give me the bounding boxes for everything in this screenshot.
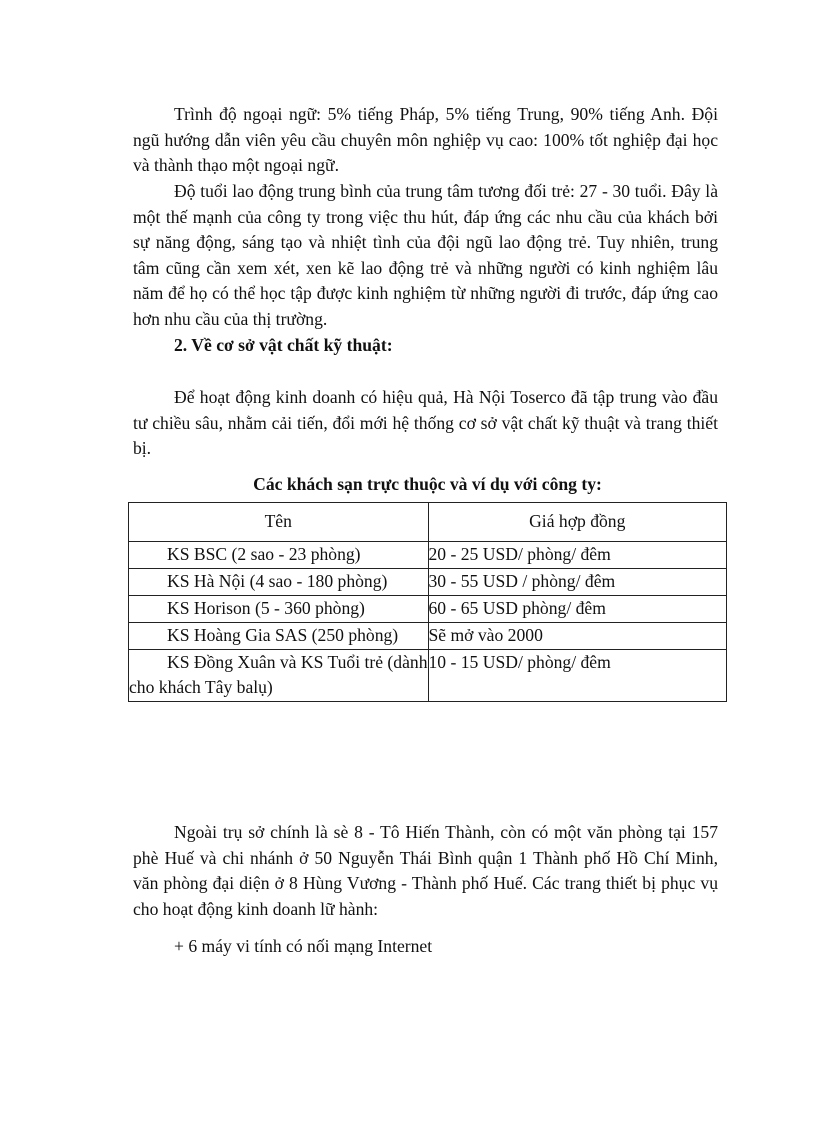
paragraph-languages: Trình độ ngoại ngữ: 5% tiếng Pháp, 5% tiếng Trung, 90% tiếng Anh. Đội ngũ hướng dẫn viên yêu cầu chuyên môn nghiệp vụ cao: 100% tốt nghiệp đại học và thành thạo một ngoại ngữ.	[133, 104, 718, 176]
table-row	[129, 623, 727, 650]
hotel-name-cell: KS Đồng Xuân và KS Tuổi trẻ (dành cho khách Tây balụ)	[129, 649, 429, 701]
hotel-name-cell: KS Hoàng Gia SAS (250 phòng)	[129, 623, 429, 650]
hotel-price-cell: Sẽ mở vào 2000	[428, 623, 727, 650]
paragraph-age: Độ tuổi lao động trung bình của trung tâm tương đối trẻ: 27 - 30 tuổi. Đây là một thế mạnh của công ty trong việc thu hút, đáp ứng các nhu cầu của khách bởi sự năng động, sáng tạo và nhiệt tình của đội ngũ lao động trẻ. Tuy nhiên, trung tâm cũng cần xem xét, xen kẽ lao động trẻ và những người có kinh nghiệm lâu năm để họ có thể học tập được kinh nghiệm từ những người đi trước, đáp ứng cao hơn nhu cầu của thị trường.	[133, 181, 718, 329]
paragraph-facilities-intro: Để hoạt động kinh doanh có hiệu quả, Hà Nội Toserco đã tập trung vào đầu tư chiều sâu, nhằm cải tiến, đổi mới hệ thống cơ sở vật chất kỹ thuật và trang thiết bị.	[133, 387, 718, 459]
equipment-list-item: + 6 máy vi tính có nối mạng Internet	[174, 936, 433, 956]
table-row	[129, 569, 727, 596]
table-caption: Các khách sạn trực thuộc và ví dụ với công ty:	[253, 474, 602, 494]
hotel-price-cell: 30 - 55 USD / phòng/ đêm	[428, 569, 727, 596]
paragraph-offices: Ngoài trụ sở chính là sè 8 - Tô Hiến Thành, còn có một văn phòng tại 157 phè Huế và chi nhánh ở 50 Nguyễn Thái Bình quận 1 Thành phố Hồ Chí Minh, văn phòng đại diện ở 8 Hùng Vương - Thành phố Huế. Các trang thiết bị phục vụ cho hoạt động kinh doanh lữ hành:	[133, 822, 718, 919]
header-price: Giá hợp đồng	[428, 503, 727, 542]
table-row	[129, 542, 727, 569]
hotels-table	[128, 502, 727, 702]
section-heading: 2. Về cơ sở vật chất kỹ thuật:	[174, 335, 393, 355]
hotel-name-cell: KS BSC (2 sao - 23 phòng)	[129, 542, 429, 569]
hotel-name-cell: KS Hà Nội (4 sao - 180 phòng)	[129, 569, 429, 596]
hotel-price-cell: 10 - 15 USD/ phòng/ đêm	[428, 649, 727, 701]
header-name: Tên	[129, 503, 429, 542]
table-row	[129, 596, 727, 623]
table-header-row	[129, 503, 727, 542]
hotel-name-cell: KS Horison (5 - 360 phòng)	[129, 596, 429, 623]
hotel-price-cell: 20 - 25 USD/ phòng/ đêm	[428, 542, 727, 569]
table-row	[129, 649, 727, 701]
hotel-price-cell: 60 - 65 USD phòng/ đêm	[428, 596, 727, 623]
